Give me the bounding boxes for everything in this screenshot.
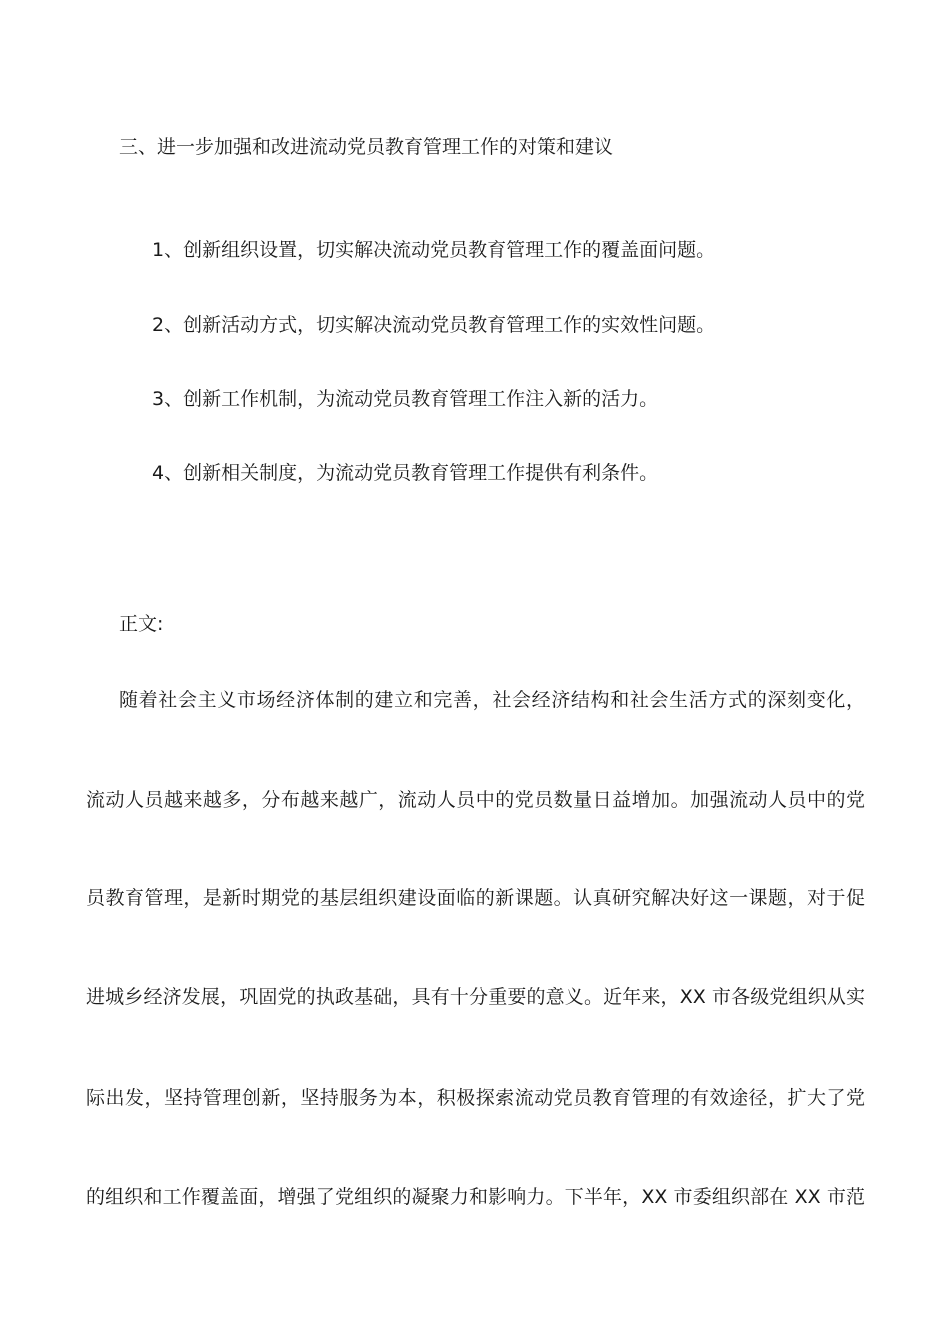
paragraph-line: 流动人员越来越多，分布越来越广，流动人员中的党员数量日益增加。加强流动人员中的党 [86,789,865,811]
paragraph-line: 员教育管理，是新时期党的基层组织建设面临的新课题。认真研究解决好这一课题，对于促 [86,887,865,909]
list-item: 1、创新组织设置，切实解决流动党员教育管理工作的覆盖面问题。 [152,239,716,261]
section-heading: 三、进一步加强和改进流动党员教育管理工作的对策和建议 [119,136,614,158]
list-item: 3、创新工作机制，为流动党员教育管理工作注入新的活力。 [152,388,659,410]
paragraph-line: 进城乡经济发展，巩固党的执政基础，具有十分重要的意义。近年来，XX 市各级党组织从实 [86,986,865,1008]
paragraph-line: 的组织和工作覆盖面，增强了党组织的凝聚力和影响力。下半年，XX 市委组织部在 XX 市范 [86,1186,865,1208]
list-item: 4、创新相关制度，为流动党员教育管理工作提供有利条件。 [152,462,659,484]
paragraph-line: 随着社会主义市场经济体制的建立和完善，社会经济结构和社会生活方式的深刻变化， [119,689,865,711]
body-label: 正文: [119,613,164,635]
paragraph-line: 际出发，坚持管理创新，坚持服务为本，积极探索流动党员教育管理的有效途径，扩大了党 [86,1087,865,1109]
list-item: 2、创新活动方式，切实解决流动党员教育管理工作的实效性问题。 [152,314,716,336]
